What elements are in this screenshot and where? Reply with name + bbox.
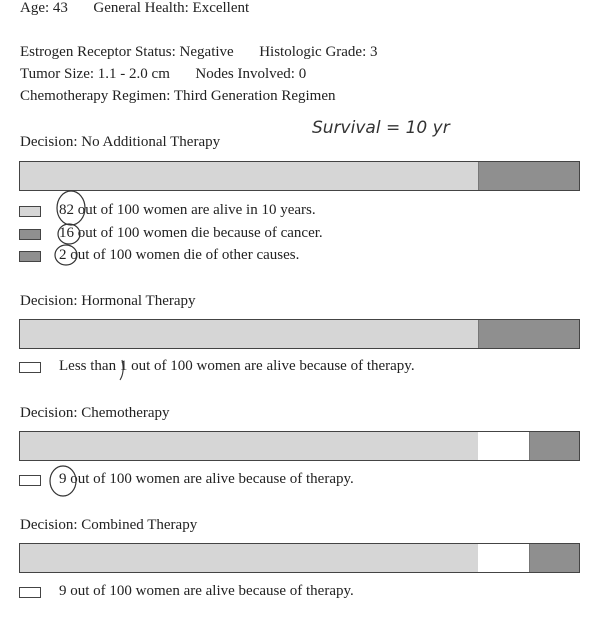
pen-circle-9	[50, 466, 76, 496]
nodes-involved: Nodes Involved: 0	[195, 66, 307, 82]
legend-text: 16 out of 100 women die because of cancer.	[59, 225, 323, 241]
legend-text: 9 out of 100 women are alive because of therapy.	[59, 471, 354, 487]
pen-circle-2	[55, 245, 77, 265]
legend-text: 82 out of 100 women are alive in 10 years.	[59, 202, 316, 218]
legend-text: 9 out of 100 women are alive because of therapy.	[59, 583, 354, 599]
legend-text: Less than 1 out of 100 women are alive because of therapy.	[59, 358, 415, 374]
histologic-grade: Histologic Grade: 3	[259, 44, 378, 60]
decision-title-chemotherapy: Decision: Chemotherapy	[20, 405, 170, 421]
chemo-regimen: Chemotherapy Regimen: Third Generation Regimen	[20, 88, 336, 104]
general-health: General Health: Excellent	[93, 0, 250, 16]
handwritten-survival-note: Survival = 10 yr	[312, 118, 450, 138]
tumor-size: Tumor Size: 1.1 - 2.0 cm	[20, 66, 170, 82]
estrogen-status: Estrogen Receptor Status: Negative	[20, 44, 234, 60]
pen-circle-16	[58, 224, 80, 244]
decision-title-no-therapy: Decision: No Additional Therapy	[20, 134, 221, 150]
pen-tick-1	[120, 360, 123, 380]
pen-circle-82	[57, 191, 85, 225]
legend-text: 2 out of 100 women die of other causes.	[59, 247, 300, 263]
decision-title-hormonal: Decision: Hormonal Therapy	[20, 293, 196, 309]
decision-title-combined: Decision: Combined Therapy	[20, 517, 198, 533]
age: Age: 43	[20, 0, 68, 16]
